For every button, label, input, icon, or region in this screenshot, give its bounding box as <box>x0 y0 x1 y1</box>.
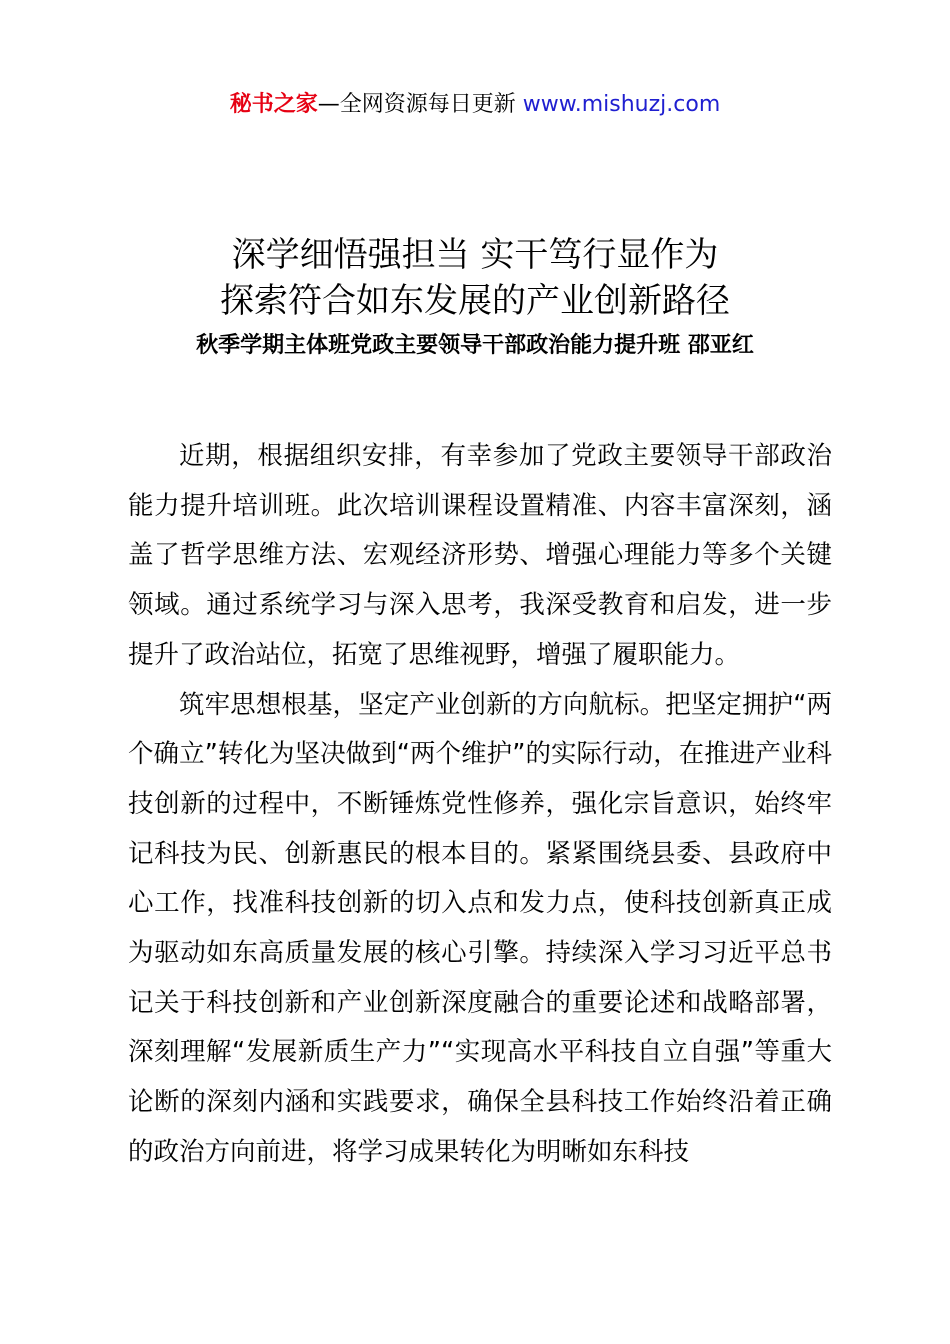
body-paragraph: 筑牢思想根基，坚定产业创新的方向航标。把坚定拥护“两个确立”转化为坚决做到“两个维护”的实际行动，在推进产业科技创新的过程中，不断锤炼党性修养，强化宗旨意识，始终牢记科技为民、创新惠民的根本目的。紧紧围绕县委、县政府中心工作，找准科技创新的切入点和发力点，使科技创新真正成为驱动如东高质量发展的核心引擎。持续深入学习习近平总书记关于科技创新和产业创新深度融合的重要论述和战略部署，深刻理解“发展新质生产力”“实现高水平科技自立自强”等重大论断的深刻内涵和实践要求，确保全县科技工作始终沿着正确的政治方向前进，将学习成果转化为明晰如东科技 <box>128 689 832 1167</box>
document-title-line-2: 探索符合如东发展的产业创新路径 <box>220 281 730 321</box>
document-title-line-1: 深学细悟强担当 实干笃行显作为 <box>231 235 719 275</box>
site-url-link[interactable]: www.mishuzj.com <box>522 92 721 117</box>
site-slogan: —全网资源每日更新 <box>317 92 523 117</box>
title-block <box>0 232 950 362</box>
site-header <box>0 88 950 122</box>
document-subtitle: 秋季学期主体班党政主要领导干部政治能力提升班 邵亚红 <box>196 333 754 358</box>
document-body <box>128 432 832 1178</box>
body-paragraph: 近期，根据组织安排，有幸参加了党政主要领导干部政治能力提升培训班。此次培训课程设置精准、内容丰富深刻，涵盖了哲学思维方法、宏观经济形势、增强心理能力等多个关键领域。通过系统学习与深入思考，我深受教育和启发，进一步提升了政治站位，拓宽了思维视野，增强了履职能力。 <box>128 441 832 670</box>
site-brand: 秘书之家 <box>229 92 318 117</box>
